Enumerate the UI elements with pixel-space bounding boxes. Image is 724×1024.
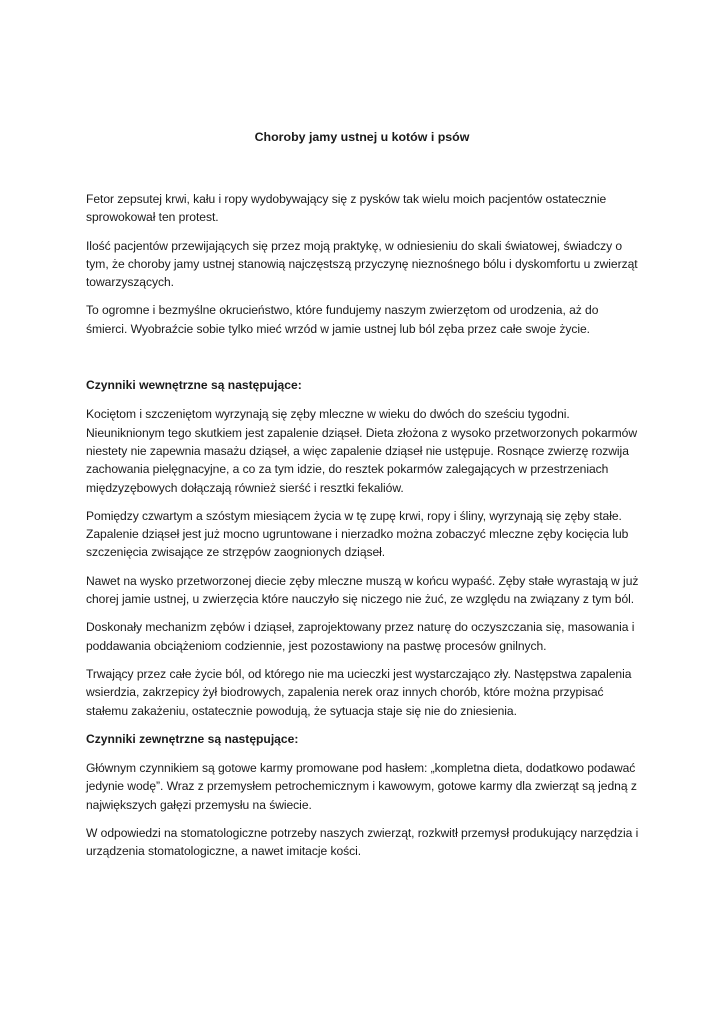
intro-paragraph-1: Fetor zepsutej krwi, kału i ropy wydobywający się z pysków tak wielu moich pacjentów ostatecznie sprowokował ten protest. [86,192,607,225]
internal-paragraph-2: Pomiędzy czwartym a szóstym miesiącem życia w tę zupę krwi, ropy i śliny, wyrzynają się zęby stałe. Zapalenie dziąseł jest już mocno ugruntowane i nierzadko można zobaczyć mleczne zęby kocięcia lub szczenięcia zwisające ze strzępów zaognionych dziąseł. [86,508,629,560]
internal-paragraph-1: Kociętom i szczeniętom wyrzynają się zęby mleczne w wieku do dwóch do sześciu tygodni. Nieuniknionym tego skutkiem jest zapalenie dziąseł. Dieta złożona z wysoko przetworzonych pokarmów niestety nie zapewnia masażu dziąseł, a więc zapalenie dziąseł nie ustępuje. Rosnące zwierzę rozwija zachowania pielęgnacyjne, a co za tym idzie, do resztek pokarmów zalegających w przestrzeniach międzyzębowych dołączają również sierść i resztki fekaliów. [86,407,638,495]
internal-paragraph-4: Doskonały mechanizm zębów i dziąseł, zaprojektowany przez naturę do oczyszczania się, masowania i poddawania obciążeniom codziennie, jest pozostawiony na pastwę procesów gnilnych. [86,620,635,653]
intro-paragraph-3: To ogromne i bezmyślne okrucieństwo, które fundujemy naszym zwierzętom od urodzenia, aż do śmierci. Wyobraźcie sobie tylko mieć wrzód w jamie ustnej lub ból zęba przez całe swoje życie. [86,303,599,336]
internal-paragraph-3: Nawet na wysko przetworzonej diecie zęby mleczne muszą w końcu wypaść. Zęby stałe wyrastają w już chorej jamie ustnej, u zwierzęcia które nauczyło się niczego nie żuć, ze względu na związany z tym ból. [86,573,639,607]
internal-factors-heading: Czynniki wewnętrzne są następujące: [86,378,302,393]
external-factors-heading: Czynniki zewnętrzne są następujące: [86,731,299,746]
external-paragraph-1: Głównym czynnikiem są gotowe karmy promowane pod hasłem: „kompletna dieta, dodatkowo podawać jedynie wodę”. Wraz z przemysłem petrochemicznym i kawowym, gotowe karmy dla zwierząt są jedną z największych gałęzi przemysłu na świecie. [86,761,637,812]
document-title: Choroby jamy ustnej u kotów i psów [254,130,470,144]
internal-paragraph-5: Trwający przez całe życie ból, od którego nie ma ucieczki jest wystarczająco zły. Następstwa zapalenia wsierdzia, zakrzepicy żył biodrowych, zapalenia nerek oraz innych chorób, które można przypisać stałemu zakażeniu, ostatecznie powodują, że sytuacja staje się nie do zniesienia. [86,666,632,718]
intro-paragraph-2: Ilość pacjentów przewijających się przez moją praktykę, w odniesieniu do skali światowej, świadczy o tym, że choroby jamy ustnej stanowią najczęstszą przyczynę nieznośnego bólu i dyskomfortu u zwierząt towarzyszących. [86,238,638,290]
document-body [86,190,642,861]
external-paragraph-2: W odpowiedzi na stomatologiczne potrzeby naszych zwierząt, rozkwitł przemysł produkujący narzędzia i urządzenia stomatologiczne, a nawet imitacje kości. [86,826,639,859]
